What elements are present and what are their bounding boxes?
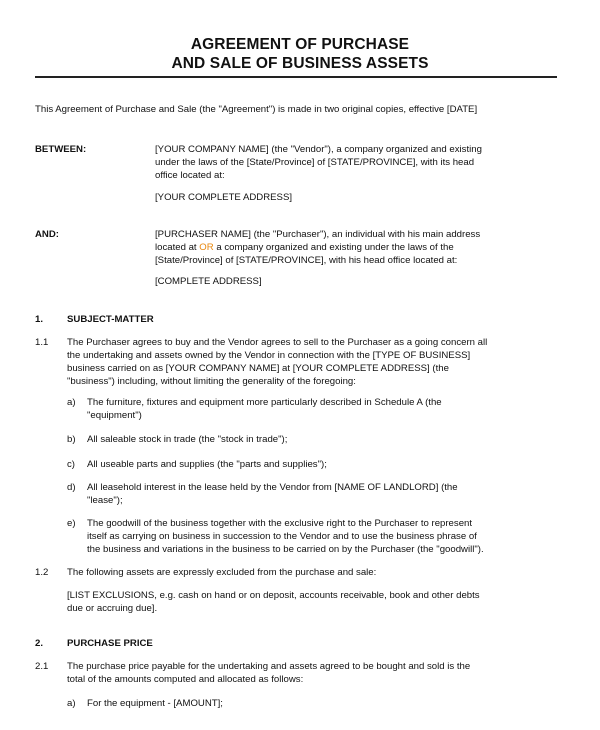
clause-line: total of the amounts computed and allocated as follows: [67,674,304,685]
list-item-label: c) [67,459,75,470]
vendor-line: office located at: [155,170,225,181]
clause-line: the undertaking and assets owned by the Vendor in connection with the [TYPE OF BUSINESS] [67,350,471,361]
clause-1-1-text [67,336,487,388]
section-1-number: 1. [35,314,44,325]
list-item: For the equipment - [AMOUNT]; [87,698,223,709]
exclusions-list [67,589,480,615]
section-1-heading: SUBJECT-MATTER [67,314,154,325]
clause-line: The Purchaser agrees to buy and the Vendor agrees to sell to the Purchaser as a going concern all [67,337,488,348]
list-item-line: The goodwill of the business together with the exclusive right to the Purchaser to represent [87,518,473,529]
purchaser-line-part: a company organized and existing under the laws of the [213,242,454,253]
vendor-description [155,143,482,182]
section-2-number: 2. [35,638,44,649]
purchaser-description [155,228,480,267]
purchaser-line: [State/Province] of [STATE/PROVINCE], with his head office located at: [155,255,458,266]
clause-line: business carried on as [YOUR COMPANY NAME] at [YOUR COMPLETE ADDRESS] (the [67,363,449,374]
intro-paragraph: This Agreement of Purchase and Sale (the "Agreement") is made in two original copies, effective [DATE] [35,104,478,115]
list-item-line: All useable parts and supplies (the "parts and supplies"); [87,459,327,470]
or-highlight: OR [199,242,214,253]
purchaser-address: [COMPLETE ADDRESS] [155,276,262,287]
list-item-label: a) [67,397,76,408]
between-label: BETWEEN: [35,144,87,155]
list-item [87,517,484,556]
clause-1-2-text: The following assets are expressly excluded from the purchase and sale: [67,567,377,578]
exclusions-line: [LIST EXCLUSIONS, e.g. cash on hand or on deposit, accounts receivable, book and other debts [67,590,480,601]
list-item [87,481,458,507]
list-item-label: d) [67,482,76,493]
clause-line: The purchase price payable for the undertaking and assets agreed to be bought and sold is the [67,661,471,672]
exclusions-line: due or accruing due]. [67,603,158,614]
list-item-label: b) [67,434,76,445]
list-item [87,458,327,471]
title-divider [35,76,557,78]
title-line-2: AND SALE OF BUSINESS ASSETS [171,55,429,72]
title-line-1: AGREEMENT OF PURCHASE [190,36,410,53]
clause-2-1-number: 2.1 [35,661,49,672]
clause-line: "business") including, without limiting the generality of the foregoing: [67,376,356,387]
clause-1-1-number: 1.1 [35,337,49,348]
list-item [87,396,442,422]
clause-1-2-number: 1.2 [35,567,49,578]
vendor-line: [YOUR COMPANY NAME] (the "Vendor"), a company organized and existing [155,144,482,155]
vendor-line: under the laws of the [State/Province] of [STATE/PROVINCE], with its head [155,157,475,168]
clause-2-1-text [67,660,470,686]
list-item-line: itself as carrying on business in succession to the Vendor and to use the business phrase of [87,531,477,542]
list-item-line: "lease"); [87,495,123,506]
section-2-heading: PURCHASE PRICE [67,638,153,649]
list-item-line: All saleable stock in trade (the "stock in trade"); [87,434,288,445]
purchaser-line: [PURCHASER NAME] (the "Purchaser"), an individual with his main address [155,229,481,240]
list-item-label: a) [67,698,76,709]
list-item-line: The furniture, fixtures and equipment more particularly described in Schedule A (the [87,397,442,408]
purchaser-line-part: located at [155,242,200,253]
purchaser-line [155,241,480,254]
list-item-label: e) [67,518,76,529]
and-label: AND: [35,229,59,240]
list-item [87,433,287,446]
vendor-address: [YOUR COMPLETE ADDRESS] [155,192,293,203]
list-item-line: "equipment") [87,410,142,421]
list-item-line: All leasehold interest in the lease held by the Vendor from [NAME OF LANDLORD] (the [87,482,458,493]
list-item-line: the business and variations in the business to be carried on by the Purchaser (the "goodwill"). [87,544,484,555]
